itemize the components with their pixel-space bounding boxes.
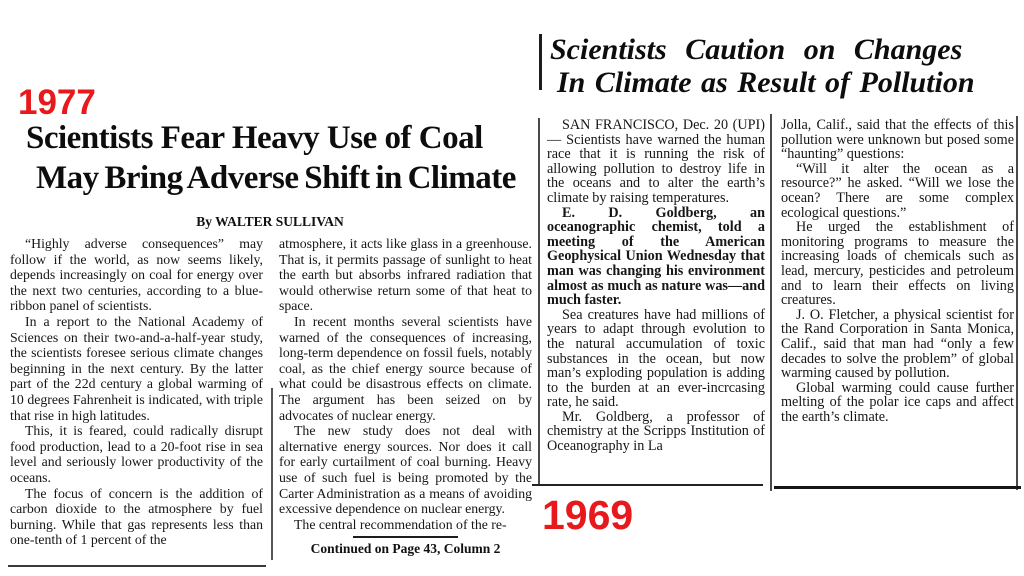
left-article-byline: By WALTER SULLIVAN bbox=[196, 214, 344, 229]
clipping-bottom-rule bbox=[532, 484, 763, 486]
article-paragraph: Sea creatures have had millions of years to adapt through evolution to the natural accumulation of toxic substances in the ocean, but now man’s exploding population is adding to the burden at an ever-incrcasing rate, he said. bbox=[547, 306, 765, 411]
article-paragraph: atmosphere, it acts like glass in a greenhouse. That is, it permits passage of sunlight to heat the earth but absorbs infrared radiation that would otherwise return some of that heat to space. bbox=[279, 236, 532, 314]
headline-left-bar bbox=[539, 34, 542, 90]
left-article-headline bbox=[8, 118, 532, 198]
column-edge-rule bbox=[538, 118, 540, 486]
year-label-1969: 1969 bbox=[542, 492, 634, 538]
right-article-column-2 bbox=[781, 118, 1014, 484]
column-edge-rule bbox=[1016, 116, 1018, 490]
article-paragraph: “Highly adverse consequences” may follow if the world, as now seems likely, depends increasingly on coal for energy over the next two centuries, according to a blue-ribbon panel of scientists. bbox=[10, 236, 263, 314]
right-headline-line1: Scientists Caution on Changes bbox=[550, 33, 963, 66]
continued-rule bbox=[353, 536, 458, 538]
article-paragraph: J. O. Fletcher, a physical scientist for the Rand Corporation in Santa Monica, Calif., said that man had “only a few decades to solve the problem” of global warming caused by pollution. bbox=[781, 306, 1014, 382]
article-paragraph: This, it is feared, could radically disrupt food production, lead to a 20-foot rise in sea level and seriously lower productivity of the oceans. bbox=[10, 423, 263, 485]
left-headline-line1: Scientists Fear Heavy Use of Coal bbox=[26, 120, 483, 156]
article-paragraph: SAN FRANCISCO, Dec. 20 (UPI) — Scientists have warned the human race that it is running the risk of allowing pollution to destroy life in the oceans and to alter the earth’s climate by raising temperatures. bbox=[547, 118, 765, 206]
left-article-column-2 bbox=[279, 236, 532, 574]
clipping-bottom-rule bbox=[8, 565, 266, 567]
right-headline-line2: In Climate as Result of Pollution bbox=[557, 66, 975, 99]
left-headline-line2: May Bring Adverse Shift in Climate bbox=[36, 160, 516, 196]
column-divider bbox=[770, 114, 772, 491]
continued-notice: Continued on Page 43, Column 2 bbox=[310, 541, 501, 557]
article-paragraph: The new study does not deal with alternative energy sources. Nor does it call for early curtailment of coal burning. Heavy use of such fuel is being promoted by the Carter Administration as a means of avoiding excessive dependence on nuclear energy. bbox=[279, 423, 532, 517]
article-paragraph: In recent months several scientists have warned of the consequences of increasing, long-term dependence on fossil fuels, notably coal, as the chief energy source because of what could be disastrous effects on climate. The argument has been seized on by advocates of nuclear energy. bbox=[279, 313, 532, 423]
right-article-headline bbox=[550, 33, 1020, 99]
right-article-column-1 bbox=[547, 118, 765, 484]
article-paragraph: Mr. Goldberg, a professor of chemistry at the Scripps Institution of Oceanography in La bbox=[547, 408, 765, 455]
article-paragraph: E. D. Goldberg, an oceanographic chemist, told a meeting of the American Geophysical Union Wednesday that man was changing his environment almost as much as nature was—and much faster. bbox=[547, 204, 765, 309]
article-paragraph: The central recommendation of the re- bbox=[294, 516, 507, 532]
article-paragraph: Global warming could cause further melting of the polar ice caps and affect the earth’s climate. bbox=[781, 379, 1014, 425]
article-paragraph: The focus of concern is the addition of carbon dioxide to the atmosphere by fuel burning. While that gas represents less than one-tenth of 1 percent of the bbox=[10, 485, 263, 548]
article-paragraph: In a report to the National Academy of Sciences on their two-and-a-half-year study, the scientists foresee serious climate changes beginning in the next century. By the latter part of the 22d century a global warming of 10 degrees Fahrenheit is indicated, with triple that rise in high latitudes. bbox=[10, 313, 263, 423]
article-paragraph: Jolla, Calif., said that the effects of this pollution were unknown but posed some “haunting” questions: bbox=[781, 118, 1014, 163]
article-paragraph: “Will it alter the ocean as a resource?” he asked. “Will we lose the ocean? There are some complex ecological questions.” bbox=[781, 160, 1014, 221]
clipping-bottom-rule bbox=[774, 486, 1021, 489]
year-label-1977: 1977 bbox=[18, 83, 96, 122]
column-divider bbox=[271, 388, 273, 560]
article-paragraph: He urged the establishment of monitoring programs to measure the increasing loads of chemicals such as lead, mercury, pesticides and petroleum and to learn their effects on living creatures. bbox=[781, 219, 1014, 309]
left-article-column-1 bbox=[10, 236, 263, 574]
